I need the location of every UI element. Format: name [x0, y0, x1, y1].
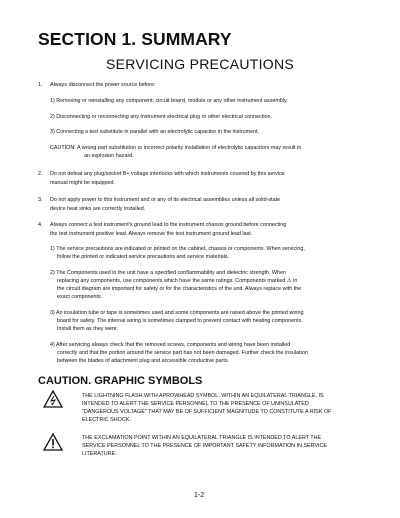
item-4-sub-3-line-3: Install them as they were.: [57, 326, 119, 332]
item-1-sub-2: 2) Disconnecting or reconnecting any instrument electrical plug or other electrical connection.: [50, 114, 273, 120]
item-3-number: 3.: [38, 197, 43, 203]
item-4-sub-2-line-4: exact components.: [57, 294, 103, 300]
item-1-caution-line-1: CAUTION: A wrong part substitution or incorrect polarity installation of electrolytic capacitors may result in: [50, 145, 302, 151]
item-4-sub-4-line-3: between the blades of attachment plug and accessible conductive parts.: [57, 358, 230, 364]
item-3-line-1: Do not apply power to this instrument and or any of its electrical assemblies unless all solid-state: [50, 197, 281, 203]
item-1-text: Always disconnect the power source before:: [50, 82, 156, 88]
item-1-caution-line-2: an explosion hazard.: [84, 153, 134, 159]
item-4-sub-1-line-2: follow the printed or indicated service precautions and service materials.: [57, 254, 229, 260]
exclamation-symbol-line-2: SERVICE PERSONNEL TO THE PRESENCE OF IMPORTANT SAFETY INFORMATION IN SERVICE: [82, 443, 328, 449]
caution-section-title: CAUTION. GRAPHIC SYMBOLS: [38, 375, 203, 387]
item-4-line-1: Always connect a test instrument's ground lead to the instrument chassis ground before connecting: [50, 222, 287, 228]
section-title: SECTION 1. SUMMARY: [38, 29, 232, 49]
item-1-sub-3: 3) Connecting a test substitute in parallel with an electrolytic capacitor in the instrument.: [50, 129, 260, 135]
page-number: 1-2: [194, 492, 205, 499]
item-4-sub-2-line-2: replacing any components, use components which have the same ratings. Components marked ⚠ in: [57, 278, 298, 284]
item-4-sub-3-line-1: 3) An insulation tube or tape is sometimes used and some components are raised above the printed wiring: [50, 310, 304, 316]
item-2-line-2: manual might be equipped.: [50, 180, 116, 186]
item-4-sub-2-line-1: 2) The Components used in the unit have a specified conflammability and dielectric strength. When: [50, 270, 287, 276]
item-2-number: 2.: [38, 171, 43, 177]
lightning-symbol-line-3: "DANGEROUS VOLTAGE" THAT MAY BE OF SUFFICIENT MAGNITUDE TO CONSTITUTE A RISK OF: [82, 409, 332, 415]
page-subtitle: SERVICING PRECAUTIONS: [105, 56, 295, 72]
item-3-line-2: device heat sinks are correctly installed.: [50, 206, 146, 212]
item-4-line-2: the test instrument positive lead. Always remove the test instrument ground lead last.: [50, 231, 253, 237]
item-1-number: 1.: [38, 82, 43, 88]
lightning-triangle-icon: [43, 390, 63, 408]
item-4-sub-4-line-2: correctly and that the portion around the service part has not been damaged. Further check the insulation: [57, 350, 308, 356]
item-4-sub-3-line-2: board for safety. The internal wiring is sometimes clamped to prevent contact with heating components.: [57, 318, 303, 324]
lightning-symbol-line-4: ELECTRIC SHOCK.: [82, 417, 131, 423]
exclamation-symbol-line-3: LITERATURE.: [82, 451, 117, 457]
lightning-symbol-line-1: THE LIGHTNING FLASH WITH APROWHEAD SYMBOL. WITHIN AN EQUILATERAL TRIANGLE, IS: [82, 393, 324, 399]
item-4-sub-2-line-3: the circuit diagram are important for safety or for the characteristics of the unit. Always replace with the: [57, 286, 302, 292]
item-1-sub-1: 1) Removing or reinstalling any component, circuit board, module or any other instrument assembly.: [50, 98, 288, 104]
item-4-number: 4.: [38, 222, 43, 228]
item-4-sub-4-line-1: 4) After servicing always check that the removed screws, components and wiring have been installed: [50, 342, 291, 348]
item-2-line-1: Do not defeat any plug/socket B+ voltage interlocks with which instruments covered by this service: [50, 171, 285, 177]
exclamation-symbol-line-1: THE EXCLAMATION POINT WITHIN AN EQUILATERAL TRIANGLE IS INTENDED TO ALERT THE: [82, 435, 322, 441]
exclamation-triangle-icon: [43, 433, 63, 451]
lightning-symbol-line-2: INTENDED TO ALERT THE SERVICE PERSONNEL TO THE PRESENCE OF UNINSULATED: [82, 401, 309, 407]
item-4-sub-1-line-1: 1) The service precautions are indicated or printed on the cabinet, chassis or components. When servicing,: [50, 246, 305, 252]
